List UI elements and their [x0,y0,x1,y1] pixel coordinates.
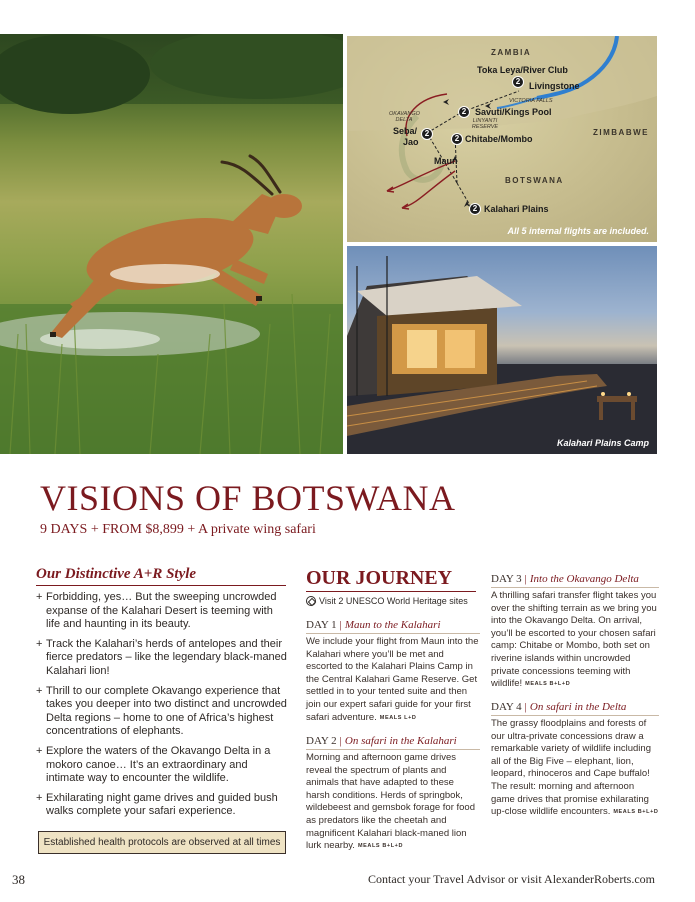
meals-badge: MEALS B+L+D [357,843,404,850]
route-map [347,36,657,242]
map-label-jao: Jao [403,137,419,147]
day-number: DAY 4 [491,701,522,713]
page-number: 38 [12,872,25,887]
style-list [36,591,288,825]
map-badge-livingstone: 2 [512,76,524,88]
meals-badge: MEALS L+D [379,714,417,721]
day-4-block [491,700,659,819]
map-label-victoria-falls: VICTORIA FALLS [509,98,553,104]
map-badge-chitabe-mombo: 2 [451,133,463,145]
map-badge-kalahari-plains: 2 [469,203,481,215]
map-label-maun: Maun [434,156,458,166]
day-number: DAY 1 [306,619,337,631]
unesco-note [306,596,468,606]
day-3-block [491,572,659,691]
camp-caption: Kalahari Plains Camp [556,438,649,448]
map-label-chitabe-mombo: Chitabe/Mombo [465,134,533,144]
map-label-okavango-delta: OKAVANGO DELTA [389,111,420,123]
antelope-photo [0,34,343,454]
day-text: We include your flight from Maun into the Kalahari where you’ll be met and escorted to the Kalahari Plains Camp in the Central Kalahari Game Reserve. Get settled in to your tented suite and then join our expert safari guide for your first safari adventure. [306,636,479,723]
day-description [306,752,480,853]
day-number: DAY 2 [306,735,337,747]
day-heading: DAY 1 | Maun to the Kalahari [306,618,480,634]
meals-badge: MEALS B+L+D [525,681,571,688]
day-description [306,636,480,724]
unesco-icon [306,596,316,606]
unesco-text: Visit 2 UNESCO World Heritage sites [319,596,468,606]
map-label-botswana: BOTSWANA [505,176,564,185]
map-caption: All 5 internal flights are included. [507,226,649,236]
day-title: On safari in the Kalahari [344,735,457,747]
style-item: + Explore the waters of the Okavango Delta in a mokoro canoe… It’s an extraordinary and intimate way to encounter the wildlife. [36,745,288,786]
day-title: Into the Okavango Delta [529,573,639,585]
day-text: Morning and afternoon game drives reveal the spectrum of plants and animals that have adapted to these harsh conditions. Herds of springbok, wildebeest and gemsbok forage for food as predators like the cheetah and magnificent Kalahari black-maned lion lurk nearby. [306,752,475,852]
page-title: VISIONS OF BOTSWANA [40,478,456,518]
kalahari-plains-camp-photo [347,246,657,454]
day-text: A thrilling safari transfer flight takes you over the shifting terrain as we bring you into the Okavango Delta. On arrival, you’ll be escorted to your chosen safari camp: Chitabe or Mombo, both set on riverine islands within uncrowded private concessions teeming with wildlife! [491,590,657,690]
day-text: The grassy floodplains and forests of our ultra-private concessions draw a remarkable variety of wildlife including all of the Big Five – elephant, lion, leopard, rhinoceros and Cape buffalo! The result: morning and afternoon game drives that promise exhilarating up-close wildlife encounters. [491,718,651,818]
day-heading: DAY 2 | On safari in the Kalahari [306,734,480,750]
map-badge-savuti: 2 [458,106,470,118]
map-badge-seba-jao: 2 [421,128,433,140]
antelope-illustration [0,34,343,454]
camp-illustration [347,246,657,454]
health-protocol-note: Established health protocols are observed at all times [38,831,286,854]
map-label-linyanti-reserve: LINYANTI RESERVE [471,118,499,130]
meals-badge: MEALS B+L+D [613,809,659,816]
style-item: + Forbidding, yes… But the sweeping uncrowded expanse of the Kalahari Desert is teeming with life and haunting in its beauty. [36,591,288,632]
footer-contact: Contact your Travel Advisor or visit AlexanderRoberts.com [368,872,655,886]
style-item: + Exhilarating night game drives and guided bush walks complete your safari experience. [36,792,288,819]
day-description [491,718,659,819]
day-title: On safari in the Delta [529,701,627,713]
style-item: + Track the Kalahari’s herds of antelopes and their fierce predators – like the legendary black-maned Kalahari lion! [36,638,288,679]
day-heading: DAY 3 | Into the Okavango Delta [491,572,659,588]
map-label-kalahari-plains: Kalahari Plains [484,204,549,214]
day-heading: DAY 4 | On safari in the Delta [491,700,659,716]
day-2-block [306,734,480,853]
map-label-zimbabwe: ZIMBABWE [593,128,649,137]
journey-title: OUR JOURNEY [306,566,476,592]
map-label-savuti: Savuti/Kings Pool [475,107,552,117]
day-title: Maun to the Kalahari [344,619,441,631]
style-heading: Our Distinctive A+R Style [36,566,286,586]
map-label-seba: Seba/ [393,126,418,136]
day-description [491,590,659,691]
style-item: + Thrill to our complete Okavango experience that takes you deeper into two distinct and uncrowded Delta regions – home to one of Africa’s highest concentrations of elephants. [36,685,288,739]
map-label-livingstone: Livingstone [529,81,580,91]
map-label-zambia: ZAMBIA [491,48,532,57]
trip-subtitle: 9 DAYS + FROM $8,899 + A private wing safari [40,522,316,537]
day-1-block [306,618,480,724]
day-number: DAY 3 [491,573,522,585]
map-label-toka-leya: Toka Leya/River Club [477,65,568,75]
